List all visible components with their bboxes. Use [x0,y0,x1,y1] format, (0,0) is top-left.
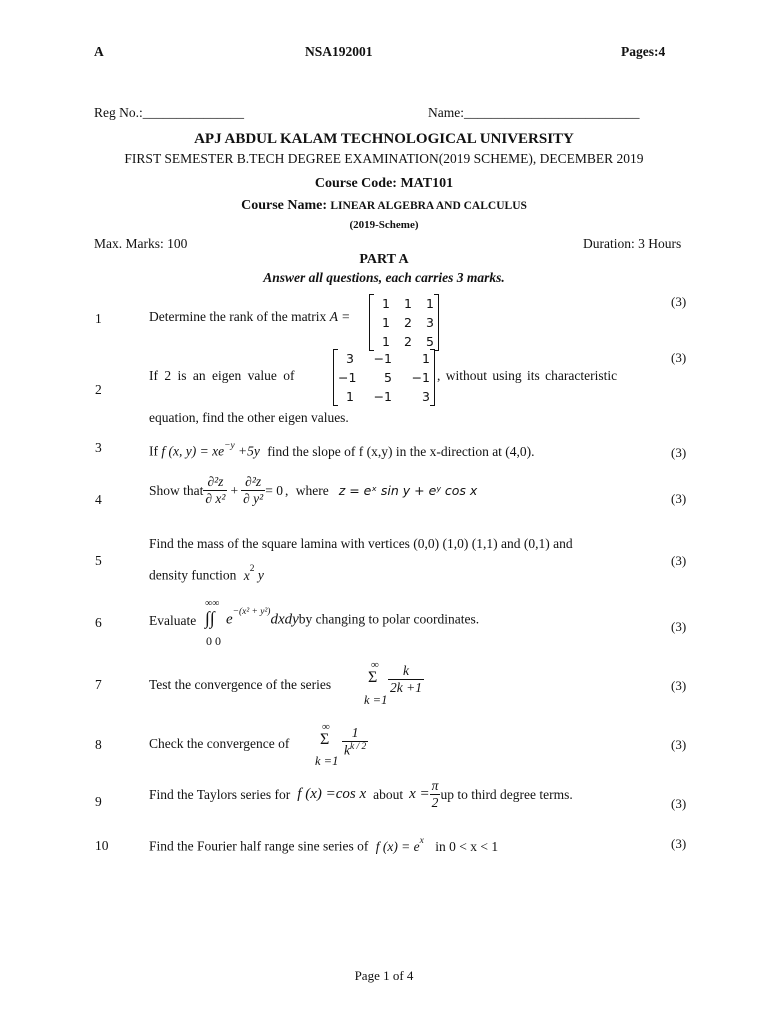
sum-lower-limit: k =1 [315,754,339,768]
exponent: 2 [249,564,255,574]
matrix-a [369,294,439,351]
question-9-text [149,778,573,811]
course-name-line [0,197,768,214]
text: by changing to polar coordinates. [298,611,480,627]
course-name: LINEAR ALGEBRA AND CALCULUS [330,200,527,212]
question-number: 7 [95,677,102,692]
fraction: $\frac{1}{k^{k / 2}}$ [344,725,367,758]
marks-label: (3) [671,796,687,811]
marks-label: (3) [671,350,687,365]
question-number: 2 [95,382,102,397]
university-title: APJ ABDUL KALAM TECHNOLOGICAL UNIVERSITY [194,131,574,147]
sum-upper-limit: ∞ [371,659,379,671]
eigen-matrix [333,349,435,406]
question-number: 3 [95,440,102,455]
text: Show that [149,482,204,498]
marks-label: (3) [671,491,687,506]
question-2-text-cont: , without using its characteristic [437,368,618,383]
matrix-row: 1 1 1 [382,296,434,311]
formula: f (x) =cos x [297,786,367,802]
paper-series: A [94,44,104,59]
exam-title: FIRST SEMESTER B.TECH DEGREE EXAMINATION(2019 SCHEME), DECEMBER 2019 [124,151,644,166]
formula: e [226,611,233,628]
text: density function [149,567,237,583]
matrix-row: 3 −1 1 [346,351,430,366]
marks-label: (3) [671,619,687,634]
formula: dxdy [270,611,299,628]
sigma-symbol: Σ [368,669,378,686]
matrix-row: 1 2 5 [382,334,434,349]
sigma-symbol: Σ [320,731,330,748]
question-5-text-cont [149,564,264,584]
partial-fraction: $\frac{\text{∂²z}}{\text{∂ x²}}$ [205,474,226,506]
series-fraction [342,725,368,759]
question-number: 6 [95,615,102,630]
part-title: PART A [359,252,409,267]
reg-no-field: Reg No.:_______________ [94,105,244,120]
formula: f (x, y) = xe [161,443,225,459]
marks-label: (3) [671,836,687,851]
question-number: 5 [95,553,102,568]
formula: y [254,567,264,583]
question-number: 4 [95,492,102,507]
question-1-text: Determine the rank of the matrix [149,309,327,324]
matrix-row: −1 5 −1 [338,370,430,385]
question-number: 8 [95,737,102,752]
name-field: Name:__________________________ [428,105,640,120]
question-2-text: If 2 is an eigen value of [149,368,295,383]
formula: +5y [234,443,260,459]
text: , where [284,482,329,498]
text: If [149,443,158,459]
formula: f (x) = e [375,838,420,854]
question-3-text [149,443,535,460]
marks-label: (3) [671,678,687,693]
exponent: −y [224,441,235,451]
paper-code: NSA192001 [305,44,373,59]
matrix-variable: A = [329,309,351,324]
formula: x [243,567,250,583]
fraction: $\frac{k}{2k +1}$ [390,663,422,695]
double-integral-symbol: ∫∫ [205,608,215,628]
integral-lower-limits: 0 0 [206,634,221,648]
question-7-text: Test the convergence of the series [149,677,332,692]
duration: Duration: 3 Hours [583,236,682,251]
question-number: 9 [95,794,102,809]
formula: z = eˣ sin y + eʸ cos x [338,483,478,498]
question-4-text: Show that $\frac{\text{∂²z}}{\text{∂ x²}}$ + $\frac{\text{∂²z}}{\text{∂ y²}}$ = 0 , where z = eˣ sin y + eʸ cos x [149,474,478,506]
question-2-text-end: equation, find the other eigen values. [149,410,349,425]
course-name-label: Course Name: [241,198,328,213]
matrix-row: 1 −1 3 [346,389,430,404]
question-10-text [149,838,498,855]
question-text [149,309,350,325]
partial-fraction: $\frac{\text{∂²z}}{\text{∂ y²}}$ [243,474,264,506]
marks-label: (3) [671,553,687,568]
question-6-label: Evaluate [149,613,197,628]
fraction: $\frac{\pi}{2}$ [431,778,439,810]
course-code: Course Code: MAT101 [314,176,454,191]
sum-lower-limit: k =1 [364,693,388,707]
text: Find the Taylors series for [149,786,291,802]
page-count: Pages:4 [621,44,666,59]
question-number: 1 [95,311,102,326]
marks-label: (3) [671,737,687,752]
formula: x = [409,786,430,802]
max-marks: Max. Marks: 100 [94,236,188,251]
marks-label: (3) [671,294,687,309]
text: find the slope of f (x,y) in the x-direction at (4,0). [267,443,535,459]
series-fraction [388,663,424,696]
marks-label: (3) [671,445,687,460]
question-6-formula [226,607,480,629]
equals: = 0 [265,482,283,498]
text: Find the Fourier half range sine series of [149,838,369,854]
part-instruction: Answer all questions, each carries 3 marks. [263,270,505,285]
text: about [373,786,404,802]
text: in 0 < x < 1 [435,838,499,854]
question-number: 10 [95,838,109,853]
question-5-text: Find the mass of the square lamina with vertices (0,0) (1,0) (1,1) and (0,1) and [149,536,573,551]
exponent: −(x² + y²) [232,607,271,617]
sum-upper-limit: ∞ [322,721,330,733]
matrix-row: 1 2 3 [382,315,434,330]
text: up to third degree terms. [440,786,573,802]
scheme-label: (2019-Scheme) [349,219,419,231]
exponent: x [419,836,424,846]
question-8-text: Check the convergence of [149,736,290,751]
integral-upper-limits: ∞∞ [205,598,220,609]
page-number: Page 1 of 4 [354,968,414,983]
